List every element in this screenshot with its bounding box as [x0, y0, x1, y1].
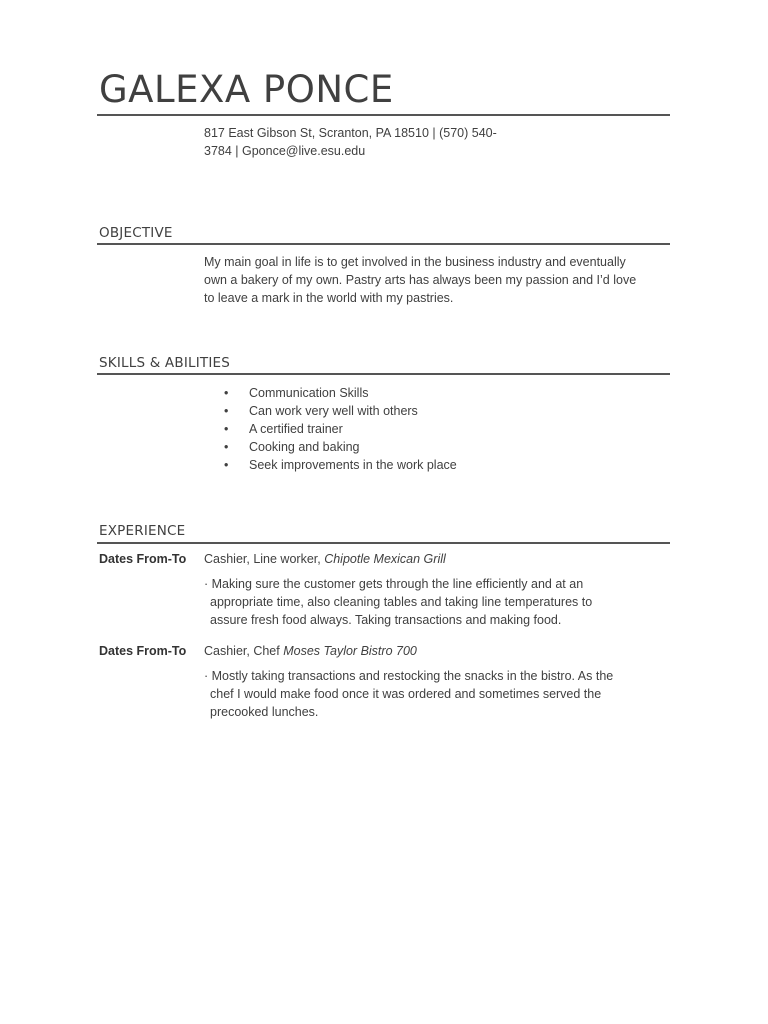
list-item [224, 420, 457, 438]
bullet-icon: • [224, 440, 229, 454]
applicant-name: GALEXA PONCE [99, 68, 394, 111]
skill-label: Seek improvements in the work place [249, 458, 457, 472]
skill-label: Can work very well with others [249, 404, 418, 418]
list-item [224, 402, 457, 420]
name-divider [97, 114, 670, 116]
skill-label: Cooking and baking [249, 440, 360, 454]
job-employer: Chipotle Mexican Grill [324, 552, 446, 566]
bullet-icon: • [224, 404, 229, 418]
bullet-icon: • [224, 386, 229, 400]
objective-heading: OBJECTIVE [99, 225, 173, 241]
experience-heading: EXPERIENCE [99, 523, 186, 539]
bullet-icon: • [224, 422, 229, 436]
job-title [204, 644, 417, 658]
skills-heading: SKILLS & ABILITIES [99, 355, 231, 371]
job-description: · Mostly taking transactions and restocking the snacks in the bistro. As the chef I would make food once it was ordered and sometimes served the precooked lunches. [204, 669, 614, 719]
list-item [224, 384, 457, 402]
bullet-icon: • [224, 458, 229, 472]
objective-text: My main goal in life is to get involved in the business industry and eventually own a bakery of my own. Pastry arts has always been my passion and I’d love to leave a mark in the world with my pastries. [204, 255, 637, 305]
job-dates: Dates From-To [99, 552, 187, 566]
job-employer: Moses Taylor Bistro 700 [283, 644, 417, 658]
contact-info: 817 East Gibson St, Scranton, PA 18510 | (570) 540-3784 | Gponce@live.esu.edu [204, 126, 497, 158]
experience-divider [97, 542, 670, 544]
skills-divider [97, 373, 670, 375]
job-dates: Dates From-To [99, 644, 187, 658]
skill-label: Communication Skills [249, 386, 369, 400]
list-item [224, 438, 457, 456]
job-role: Cashier, Chef [204, 644, 284, 658]
skill-label: A certified trainer [249, 422, 343, 436]
job-role: Cashier, Line worker, [204, 552, 325, 566]
list-item [224, 456, 457, 474]
objective-divider [97, 243, 670, 245]
job-description: · Making sure the customer gets through the line efficiently and at an appropriate time, also cleaning tables and taking line temperatures to assure fresh food always. Taking transactions and making food. [204, 577, 593, 627]
job-title [204, 552, 446, 566]
skills-list [224, 384, 457, 474]
